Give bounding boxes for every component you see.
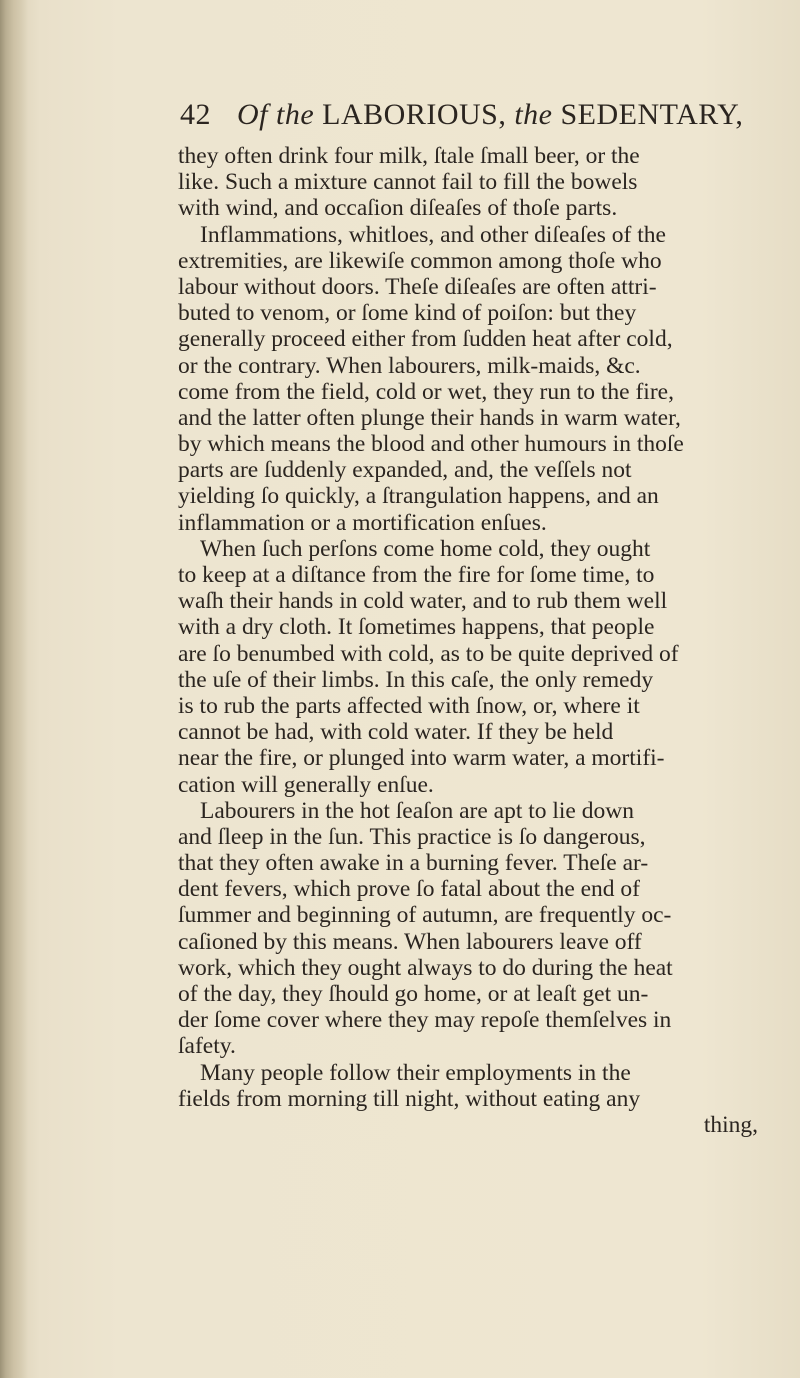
text-line: der ſome cover where they may repoſe themſelves in [178, 1007, 672, 1034]
text-line: fields from morning till night, without eating any [178, 1085, 641, 1112]
text-line: the uſe of their limbs. In this caſe, the only remedy [178, 666, 654, 693]
text-line: caſioned by this means. When labourers leave off [178, 928, 642, 955]
text-line: with a dry cloth. It ſometimes happens, that people [178, 614, 655, 641]
text-line: is to rub the parts affected with ſnow, or, where it [178, 692, 640, 719]
header-laborious: LABORIOUS, [322, 98, 507, 131]
text-line: When ſuch perſons come home cold, they ought [200, 535, 651, 562]
text-line: extremities, are likewiſe common among thoſe who [178, 247, 662, 274]
text-line: ſafety. [178, 1033, 236, 1060]
text-line: Inflammations, whitloes, and other diſeaſes of the [200, 221, 666, 248]
text-line: by which means the blood and other humours in thoſe [178, 431, 684, 458]
text-line: Many people follow their employments in the [200, 1059, 631, 1086]
text-line: with wind, and occaſion diſeaſes of thoſe parts. [178, 195, 618, 222]
text-line: parts are ſuddenly expanded, and, the veſſels not [178, 457, 632, 484]
text-line: and the latter often plunge their hands in warm water, [178, 404, 681, 431]
text-line: that they often awake in a burning fever. Theſe ar- [178, 850, 649, 877]
text-line: cation will generally enſue. [178, 771, 434, 798]
text-line: or the contrary. When labourers, milk-maids, &c. [178, 352, 641, 379]
text-line: of the day, they ſhould go home, or at leaſt get un- [178, 981, 649, 1007]
text-line: labour without doors. Theſe diſeaſes are often attri- [178, 273, 657, 300]
page-number: 42 [180, 98, 211, 131]
text-line: dent fevers, which prove ſo fatal about the end of [178, 876, 641, 903]
text-line: like. Such a mixture cannot fail to fill the bowels [178, 169, 638, 196]
text-line: are ſo benumbed with cold, as to be quite deprived of [178, 640, 679, 667]
body-text [178, 143, 768, 1138]
text-line: Labourers in the hot ſeaſon are apt to lie down [200, 797, 634, 824]
text-line: near the fire, or plunged into warm water, a mortifi- [178, 745, 665, 772]
text-line: yielding ſo quickly, a ſtrangulation happens, and an [178, 483, 659, 510]
text-line: generally proceed either from ſudden heat after cold, [178, 326, 673, 353]
page-binding-edge [0, 0, 28, 1378]
text-line: come from the field, cold or wet, they run to the fire, [178, 378, 674, 405]
text-line: inflammation or a mortification enſues. [178, 509, 547, 536]
header-the: the [514, 98, 553, 131]
header-sedentary: SEDENTARY, [560, 98, 744, 131]
text-line: to keep at a diſtance from the fire for ſome time, to [178, 562, 655, 588]
text-line: waſh their hands in cold water, and to rub them well [178, 588, 668, 615]
header-of-the: Of the [237, 98, 315, 131]
catchword: thing, [703, 1111, 758, 1138]
running-header [180, 98, 744, 138]
text-line: they often drink four milk, ſtale ſmall beer, or the [178, 143, 640, 169]
text-line: cannot be had, with cold water. If they be held [178, 719, 614, 746]
text-line: buted to venom, or ſome kind of poiſon: but they [178, 300, 637, 327]
text-line: work, which they ought always to do during the heat [178, 954, 673, 981]
text-line: ſummer and beginning of autumn, are frequently oc- [178, 902, 672, 929]
text-line: and ſleep in the ſun. This practice is ſo dangerous, [178, 823, 646, 850]
